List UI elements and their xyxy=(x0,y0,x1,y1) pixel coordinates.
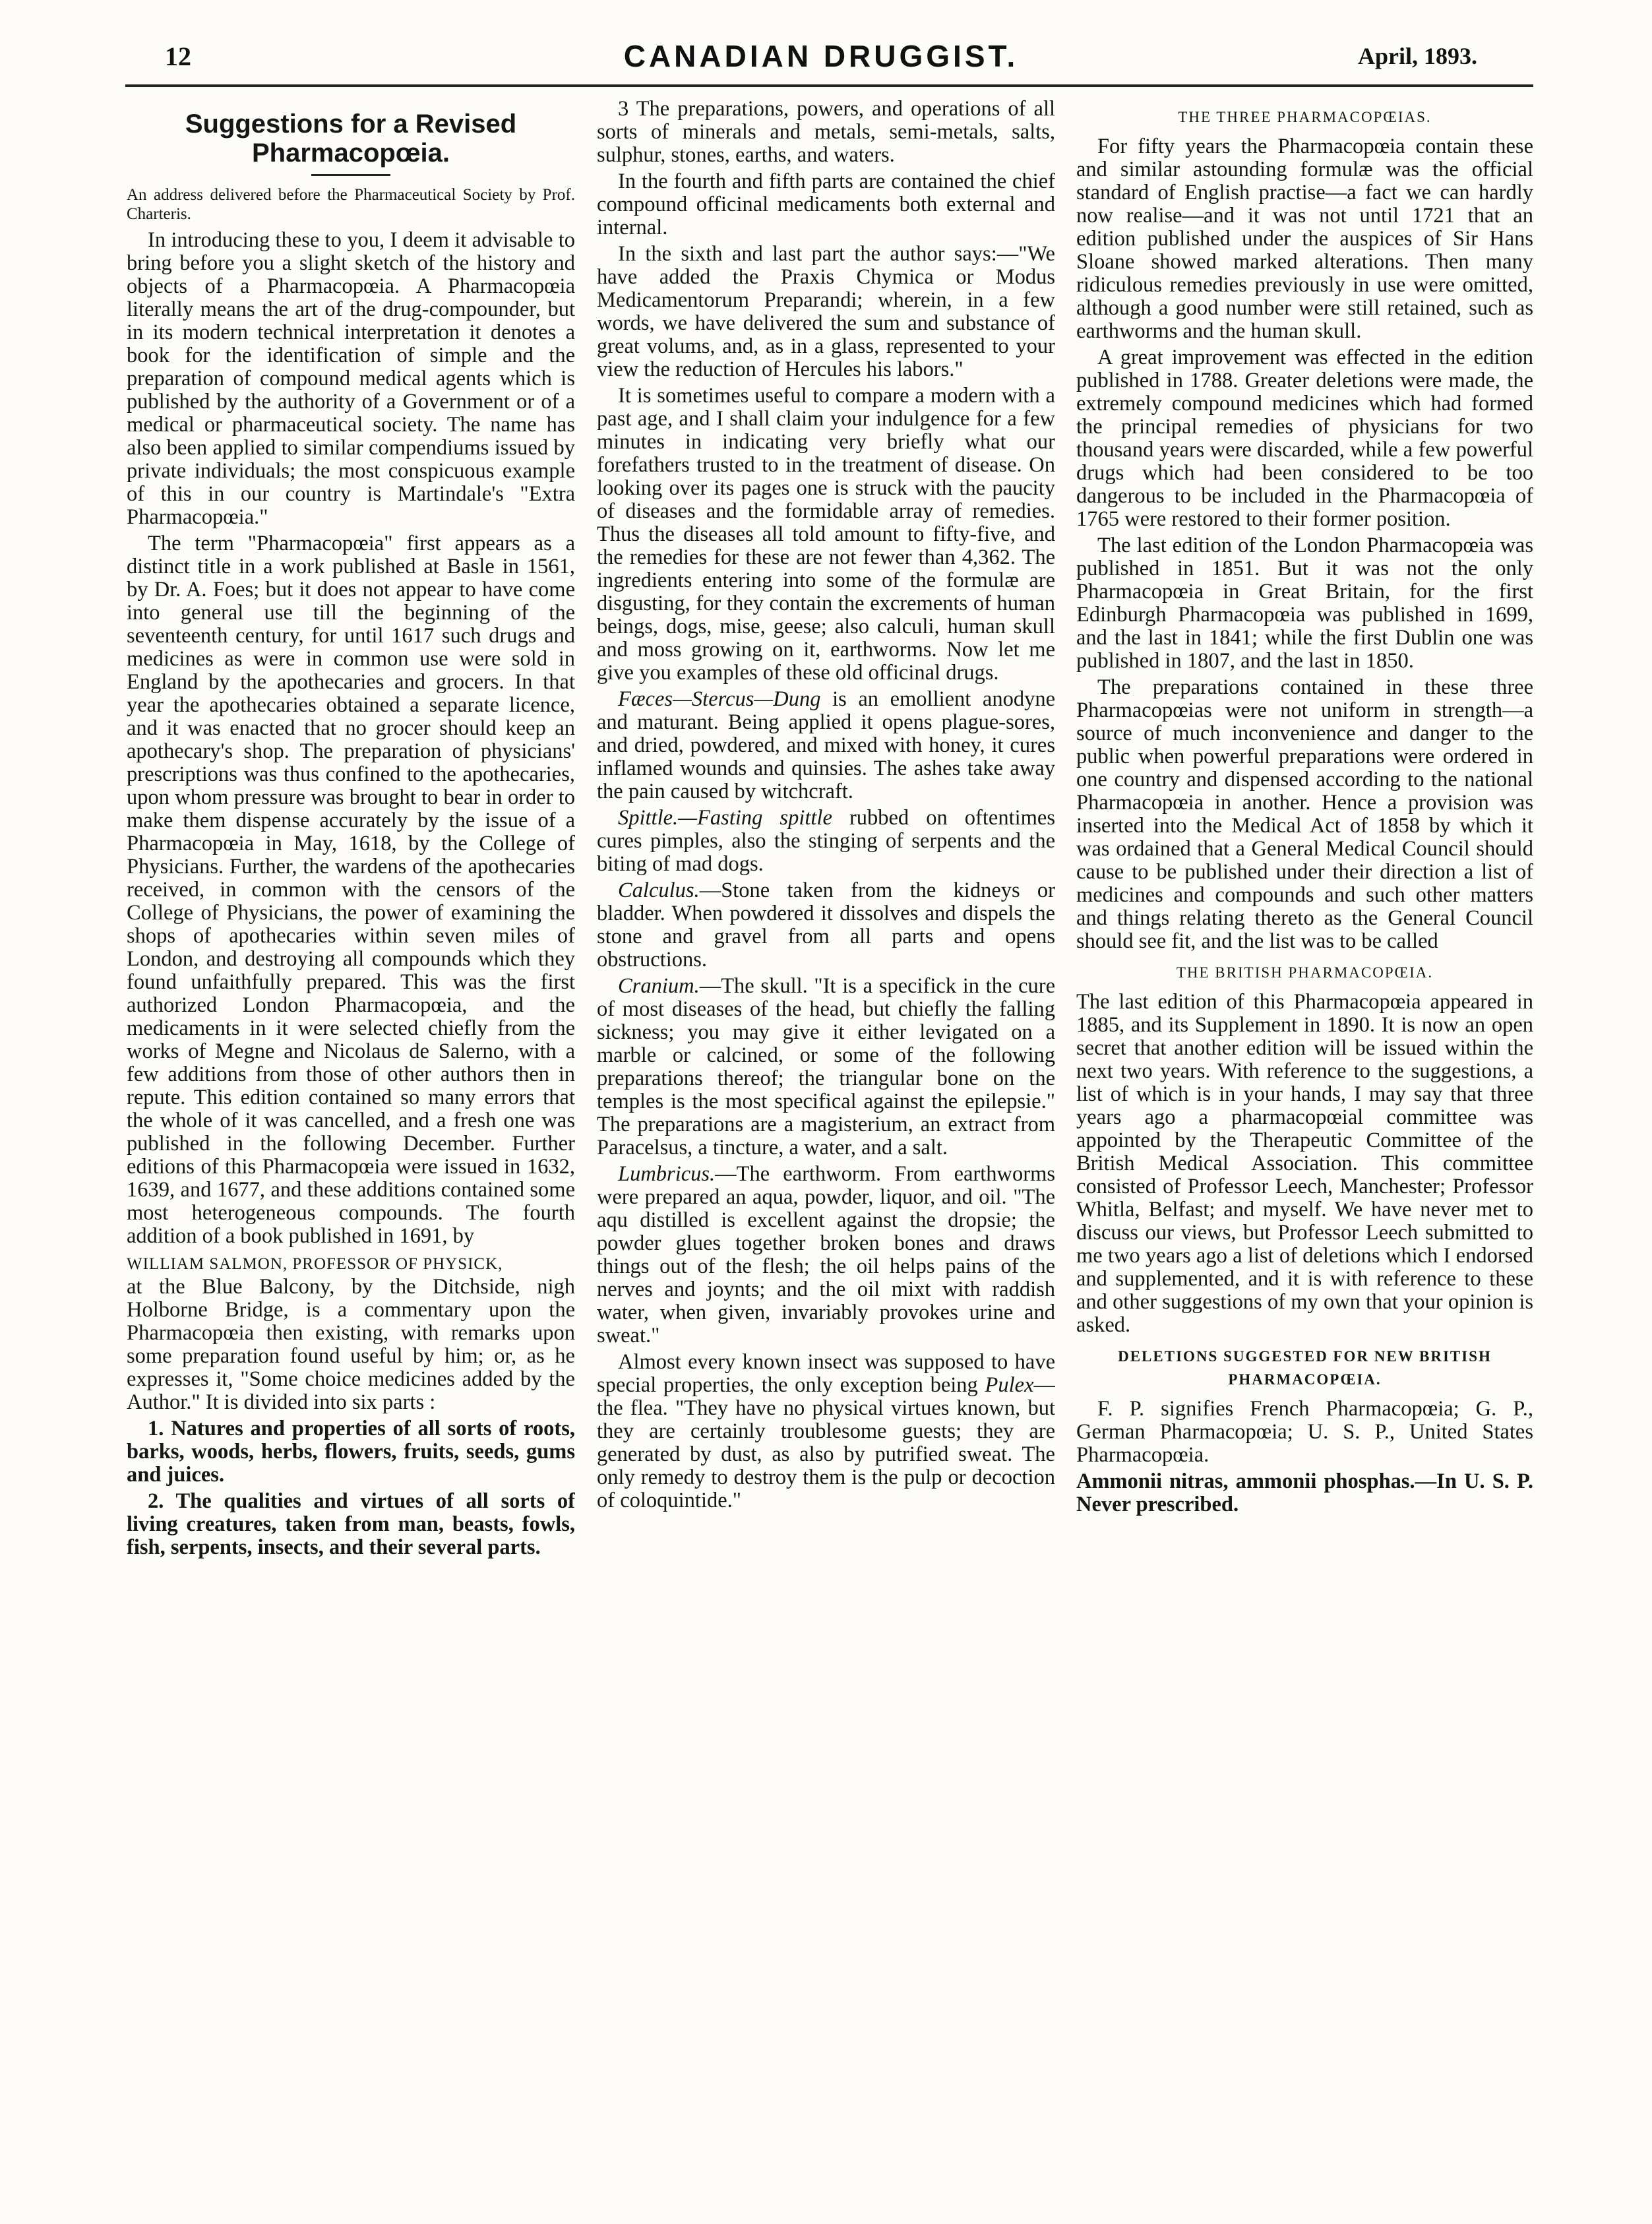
page-header xyxy=(165,41,1477,74)
paragraph-text: —Stone taken from the kidneys or bladder. When powdered it dissolves and dispels the stone and gravel from all parts and opens obstructions. xyxy=(597,879,1055,972)
paragraph-text: —The earthworm. From earthworms were prepared an aqua, powder, liquor, and oil. "The aqu distilled is excellent against the dropsie; the powder glues together broken bones and draws things out of the flesh; the oil helps pains of the nerves and joynts; and the oil mixt with raddish water, when given, invariably provokes urine and sweat." xyxy=(597,1162,1055,1347)
paragraph: F. P. signifies French Pharmacopœia; G. P., German Pharmacopœia; U. S. P., United States Pharmacopœia. xyxy=(1076,1397,1533,1467)
drug-term: Fæces—Stercus—Dung xyxy=(618,687,821,711)
journal-title: CANADIAN DRUGGIST. xyxy=(623,39,1019,73)
column-2 xyxy=(597,98,1055,2109)
drug-term: Spittle.—Fasting spittle xyxy=(618,806,832,830)
drug-term: Calculus. xyxy=(618,879,700,902)
column-1 xyxy=(127,98,575,2109)
paragraph-text: rubbed on oftentimes cures pimples, also the stinging of serpents and the biting of mad dogs. xyxy=(597,806,1055,876)
page-number: 12 xyxy=(165,42,191,71)
paragraph: The preparations contained in these three Pharmacopœias were not uniform in strength—a source of much inconvenience and danger to the public when powerful preparations were ordered in one country and dispensed according to the national Pharmacopœia in another. Hence a provision was inserted into the Medical Act of 1858 by which it was ordained that a General Medical Council should cause to be published under their direction a list of medicines and compounds and such other matters and things relating thereto as the General Council should see fit, and the list was to be called xyxy=(1076,675,1533,953)
small-caps-text: WILLIAM SALMON, PROFESSOR OF PHYSICK, xyxy=(127,1255,503,1273)
paragraph xyxy=(597,688,1055,803)
paragraph: It is sometimes useful to compare a modern with a past age, and I shall claim your indulgence for a few minutes in indicating very briefly what our forefathers trusted to in the treatment of disease. On looking over its pages one is struck with the paucity of diseases and the formidable array of remedies. Thus the diseases all told amount to fifty-five, and the remedies for these are not fewer than 4,362. The ingredients entering into some of the formulæ are disgusting, for they contain the excrements of human beings, dogs, mise, geese; also calculi, human skull and moss growing on it, earthworms. Now let me give you examples of these old officinal drugs. xyxy=(597,384,1055,685)
paragraph: 2. The qualities and virtues of all sorts of living creatures, taken from man, beasts, fowls, fish, serpents, insects, and their several parts. xyxy=(127,1489,575,1559)
drug-term: Cranium. xyxy=(618,974,700,998)
drug-term: Pulex xyxy=(985,1373,1034,1397)
issue-date: April, 1893. xyxy=(1357,43,1477,69)
paragraph xyxy=(127,1251,575,1414)
header-rule xyxy=(125,84,1533,87)
paragraph xyxy=(597,1351,1055,1512)
paragraph: The last edition of the London Pharmacopœia was published in 1851. But it was not the only Pharmacopœia in Great Britain, for the first Edinburgh Pharmacopœia was published in 1699, and the last in 1841; while the first Dublin one was published in 1807, and the last in 1850. xyxy=(1076,534,1533,673)
paragraph-text: is an emollient anodyne and maturant. Being applied it opens plague-sores, and dried, powdered, and mixed with honey, it cures inflamed wounds and quinsies. The ashes take away the pain caused by witchcraft. xyxy=(597,687,1055,803)
paragraph: In the sixth and last part the author says:—"We have added the Praxis Chymica or Modus Medicamentorum Preparandi; wherein, in a few words, we have delivered the sum and substance of great volums, and, as in a glass, represented to your view the reduction of Hercules his labors." xyxy=(597,242,1055,381)
title-divider xyxy=(311,174,390,176)
paragraph: 3 The preparations, powers, and operations of all sorts of minerals and metals, semi-metals, salts, sulphur, stones, earths, and waters. xyxy=(597,98,1055,167)
paragraph xyxy=(597,1163,1055,1347)
section-heading: THE BRITISH PHARMACOPŒIA. xyxy=(1176,964,1434,981)
paragraph-text: —the flea. "They have no physical virtues known, but they are certainly troublesome guests; they are generated by dust, as also by putrified sweat. The only remedy to destroy them is the pulp or decoction of coloquintide." xyxy=(597,1373,1055,1512)
drug-term: Lumbricus. xyxy=(618,1162,716,1186)
paragraph: 1. Natures and properties of all sorts of roots, barks, woods, herbs, flowers, fruits, seeds, gums and juices. xyxy=(127,1417,575,1487)
paragraph-text: —The skull. "It is a specifick in the cure of most diseases of the head, but chiefly the falling sickness; you may give it either levigated on a marble or calcined, or some of the following preparations thereof; the triangular bone on the temples is the most specifical against the epilepsie." The preparations are a magisterium, an extract from Paracelsus, a tincture, a water, and a salt. xyxy=(597,974,1055,1159)
paragraph: The last edition of this Pharmacopœia appeared in 1885, and its Supplement in 1890. It is now an open secret that another edition will be issued within the next two years. With reference to the suggestions, a list of which is in your hands, I may say that three years ago a pharmacopœial committee was appointed by the Therapeutic Committee of the British Medical Association. This committee consisted of Professor Leech, Manchester; Professor Whitla, Belfast; and myself. We have never met to discuss our views, but Professor Leech submitted to me two years ago a list of deletions which I endorsed and supplemented, and it is with reference to these and other suggestions of my own that your opinion is asked. xyxy=(1076,990,1533,1337)
paragraph xyxy=(127,532,575,1248)
paragraph: A great improvement was effected in the edition published in 1788. Greater deletions were made, the extremely compound medicines which had formed the principal remedies of physicians for two thousand years were discarded, while a few powerful drugs which had been considered to be too dangerous to be included in the Pharmacopœia of 1765 were restored to their former position. xyxy=(1076,346,1533,531)
byline: An address delivered before the Pharmaceutical Society by Prof. Charteris. xyxy=(127,186,575,223)
paragraph-text: at the Blue Balcony, by the Ditchside, nigh Holborne Bridge, is a commentary upon the Pharmacopœia then existing, with remarks upon some preparation found useful by him; or, as he expresses it, "Some choice medicines added by the Author." It is divided into six parts : xyxy=(127,1275,575,1414)
section-heading: THE THREE PHARMACOPŒIAS. xyxy=(1178,109,1432,125)
paragraph xyxy=(597,807,1055,876)
article-title: Suggestions for a Revised Pharmacopœia. xyxy=(185,109,517,168)
paragraph xyxy=(597,975,1055,1159)
paragraph xyxy=(597,879,1055,972)
paragraph-text: Almost every known insect was supposed to have special properties, the only exception being xyxy=(597,1350,1055,1397)
paragraph: In introducing these to you, I deem it advisable to bring before you a slight sketch of the history and objects of a Pharmacopœia. A Pharmacopœia literally means the art of the drug-compounder, but in its modern technical interpretation it denotes a book for the identification of simple and the preparation of compound medical agents which is published by the authority of a Government or of a medical or pharmaceutical society. The name has also been applied to similar compendiums issued by private individuals; the most conspicuous example of this in our country is Martindale's "Extra Pharmacopœia." xyxy=(127,228,575,529)
paragraph-text: The term "Pharmacopœia" first appears as a distinct title in a work published at Basle in 1561, by Dr. A. Foes; but it does not appear to have come into general use till the beginning of the seventeenth century, for until 1617 such drugs and medicines as were in common use were sold in England by the apothecaries and grocers. In that year the apothecaries obtained a separate licence, and it was enacted that no grocer should keep an apothecary's shop. The preparation of physicians' prescriptions was thus confined to the apothecaries, upon whom pressure was brought to bear in order to make them dispense accurately by the issue of a Pharmacopœia in May, 1618, by the College of Physicians. Further, the wardens of the apothecaries received, in common with the censors of the College of Physicians, the power of examining the shops of apothecaries within seven miles of London, and destroying all compounds which they found unfaithfully prepared. This was the first authorized London Pharmacopœia, and the medicaments in it were selected chiefly from the works of Megne and Nicolaus de Salerno, with a few additions from those of other authors then in repute. This edition contained so many errors that the whole of it was cancelled, and a fresh one was published in the following December. Further editions of this Pharmacopœia were issued in 1632, 1639, and 1677, and these additions contained some most heterogeneous compounds. The fourth addition of a book published in 1691, by xyxy=(127,532,575,1248)
paragraph: For fifty years the Pharmacopœia contain these and similar astounding formulæ was the official standard of English practise—a fact we can hardly now realise—and it was not until 1721 that an edition published under the auspices of Sir Hans Sloane showed marked alterations. Then many ridiculous remedies previously in use were omitted, although a good number were still retained, such as earthworms and the human skull. xyxy=(1076,135,1533,343)
paragraph: In the fourth and fifth parts are contained the chief compound officinal medicaments both external and internal. xyxy=(597,170,1055,239)
column-3 xyxy=(1076,98,1533,2109)
section-heading: DELETIONS SUGGESTED FOR NEW BRITISH PHARMACOPŒIA. xyxy=(1118,1348,1492,1388)
paragraph: Ammonii nitras, ammonii phosphas.—In U. S. P. Never prescribed. xyxy=(1076,1469,1533,1516)
